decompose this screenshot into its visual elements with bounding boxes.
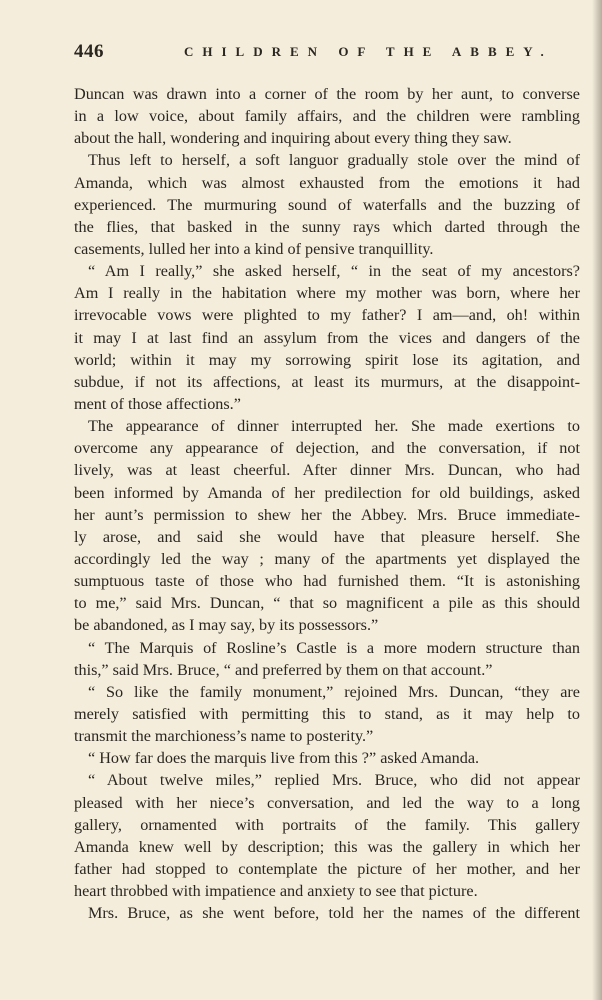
text-line: in a low voice, about family affairs, and the children were rambling	[74, 107, 580, 126]
text-line: pleased with her niece’s conversation, and led the way to a long	[74, 793, 580, 812]
text-line: world; within it may my sorrowing spirit lose its agitation, and	[74, 350, 580, 369]
text-line: Duncan was drawn into a corner of the room by her aunt, to converse	[74, 85, 580, 103]
text-line: The appearance of dinner interrupted her. She made exertions to	[88, 417, 580, 436]
text-line: this,” said Mrs. Bruce, “ and preferred by them on that account.”	[74, 660, 493, 679]
text-line: Amanda, which was almost exhausted from the emotions it had	[74, 173, 580, 192]
text-line: be abandoned, as I may say, by its possessors.”	[74, 616, 379, 635]
text-line: heart throbbed with impatience and anxiety to see that picture.	[74, 882, 478, 901]
text-line: gallery, ornamented with portraits of the family. This gallery	[74, 815, 580, 834]
text-line: casements, lulled her into a kind of pensive tranquillity.	[74, 239, 434, 258]
text-line: merely satisfied with permitting this to stand, as it may help to	[74, 704, 580, 723]
text-line: transmit the marchioness’s name to posterity.”	[74, 727, 374, 746]
text-line: to me,” said Mrs. Duncan, “ that so magnificent a pile as this should	[74, 594, 580, 613]
text-line: experienced. The murmuring sound of waterfalls and the buzzing of	[74, 195, 580, 214]
text-line: “ How far does the marquis live from this ?” asked Amanda.	[88, 749, 480, 768]
text-line: the flies, that basked in the sunny rays which darted through the	[74, 217, 580, 236]
page-number: 446	[74, 41, 104, 62]
text-line: lively, was at least cheerful. After dinner Mrs. Duncan, who had	[74, 461, 580, 480]
text-line: Mrs. Bruce, as she went before, told her the names of the different	[88, 904, 580, 923]
text-line: “ The Marquis of Rosline’s Castle is a more modern structure than	[88, 638, 580, 657]
text-line: “ About twelve miles,” replied Mrs. Bruce, who did not appear	[88, 771, 580, 790]
text-line: accordingly led the way ; many of the apartments yet displayed the	[74, 549, 580, 568]
page-header	[74, 41, 580, 71]
text-line: ment of those affections.”	[74, 394, 241, 413]
text-line: sumptuous taste of those who had furnished them. “It is astonishing	[74, 572, 580, 591]
text-line: it may I at last find an assylum from the vices and dangers of the	[74, 328, 580, 347]
body-text	[74, 83, 580, 924]
text-line: about the hall, wondering and inquiring about every thing they saw.	[74, 129, 512, 148]
text-line: subdue, if not its affections, at least its murmurs, at the disappoint-	[74, 372, 580, 391]
text-line: “ So like the family monument,” rejoined Mrs. Duncan, “they are	[88, 682, 580, 701]
running-title: CHILDREN OF THE ABBEY.	[184, 44, 553, 59]
text-line: her aunt’s permission to shew her the Abbey. Mrs. Bruce immediate-	[74, 505, 580, 524]
text-line: irrevocable vows were plighted to my father? I am—and, oh! within	[74, 306, 580, 325]
text-line: been informed by Amanda of her predilection for old buildings, asked	[74, 483, 580, 502]
text-line: father had stopped to contemplate the picture of her mother, and her	[74, 859, 580, 878]
text-line: Thus left to herself, a soft languor gradually stole over the mind of	[88, 151, 580, 170]
text-line: Amanda knew well by description; this was the gallery in which her	[74, 837, 580, 856]
page-edge-shadow	[592, 0, 602, 1000]
text-line: ly arose, and said she would have that pleasure herself. She	[74, 527, 580, 546]
text-line: Am I really in the habitation where my mother was born, where her	[74, 284, 580, 303]
text-line: “ Am I really,” she asked herself, “ in the seat of my ancestors?	[88, 262, 580, 281]
text-line: overcome any appearance of dejection, and the conversation, if not	[74, 439, 580, 458]
